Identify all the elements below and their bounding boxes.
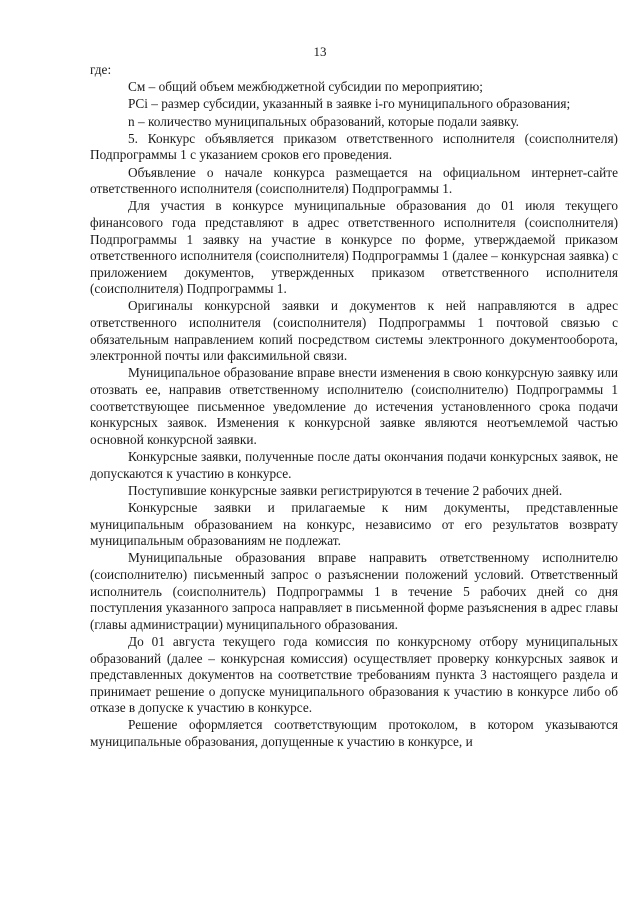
paragraph-commission: До 01 августа текущего года комиссия по конкурсному отбору муниципальных образований (далее – конкурсная комиссия) осуществляет проверку конкурсных заявок и представленных документов на соответствие требованиям пункта 3 настоящего раздела и принимает решение о допуске муниципального образования к участию в конкурсе либо об отказе в допуске к участию в конкурсе. (90, 633, 618, 716)
paragraph-registration: Поступившие конкурсные заявки регистрируются в течение 2 рабочих дней. (128, 482, 563, 498)
paragraph-participation: Для участия в конкурсе муниципальные образования до 01 июля текущего финансового года представляют в адрес ответственного исполнителя (соисполнителя) Подпрограммы 1 заявку на участие в конкурсе по форме, утверждаемой приказом ответственного исполнителя (соисполнителя) Подпрограммы 1 (далее – конкурсная заявка) с приложением документов, утвержденных приказом ответственного исполнителя (соисполнителя) Подпрограммы 1. (90, 198, 618, 297)
document-body (90, 62, 618, 751)
paragraph-item-5: 5. Конкурс объявляется приказом ответственного исполнителя (соисполнителя) Подпрограммы 1 с указанием сроков его проведения. (90, 130, 618, 163)
paragraph-decision: Решение оформляется соответствующим протоколом, в котором указываются муниципальные образования, допущенные к участию в конкурсе, и (90, 717, 618, 750)
paragraph-where: где: (90, 62, 112, 77)
paragraph-clarification: Муниципальные образования вправе направить ответственному исполнителю (соисполнителю) письменный запрос о разъяснении положений условий. Ответственный исполнитель (соисполнитель) Подпрограммы 1 в течение 5 рабочих дней со дня поступления указанного запроса направляет в письменной форме разъяснения в адрес главы (главы администрации) муниципального образования. (90, 550, 618, 632)
paragraph-cm-definition: Cм – общий объем межбюджетной субсидии по мероприятию; (128, 79, 483, 95)
paragraph-pci-definition: PCi – размер субсидии, указанный в заявке i-го муниципального образования; (128, 96, 571, 112)
paragraph-originals: Оригиналы конкурсной заявки и документов к ней направляются в адрес ответственного исполнителя (соисполнителя) Подпрограммы 1 почтовой связью с обязательным направлением копий посредством системы электронного документооборота, электронной почты или факсимильной связи. (90, 298, 618, 364)
paragraph-n-definition: n – количество муниципальных образований, которые подали заявку. (128, 113, 519, 129)
page-number: 13 (313, 44, 327, 59)
paragraph-changes: Муниципальное образование вправе внести изменения в свою конкурсную заявку или отозвать ее, направив ответственному исполнителю (соисполнителю) Подпрограммы 1 соответствующее письменное уведомление до истечения установленного срока подачи конкурсных заявок. Изменения к конкурсной заявке являются неотъемлемой частью основной конкурсной заявки. (90, 365, 618, 447)
paragraph-late-applications: Конкурсные заявки, полученные после даты окончания подачи конкурсных заявок, не допускаются к участию в конкурсе. (90, 449, 618, 481)
paragraph-announcement: Объявление о начале конкурса размещается на официальном интернет-сайте ответственного исполнителя (соисполнителя) Подпрограммы 1. (90, 164, 618, 197)
paragraph-no-return: Конкурсные заявки и прилагаемые к ним документы, представленные муниципальным образованием на конкурс, независимо от его результатов возврату муниципальным образованиям не подлежат. (90, 499, 618, 549)
